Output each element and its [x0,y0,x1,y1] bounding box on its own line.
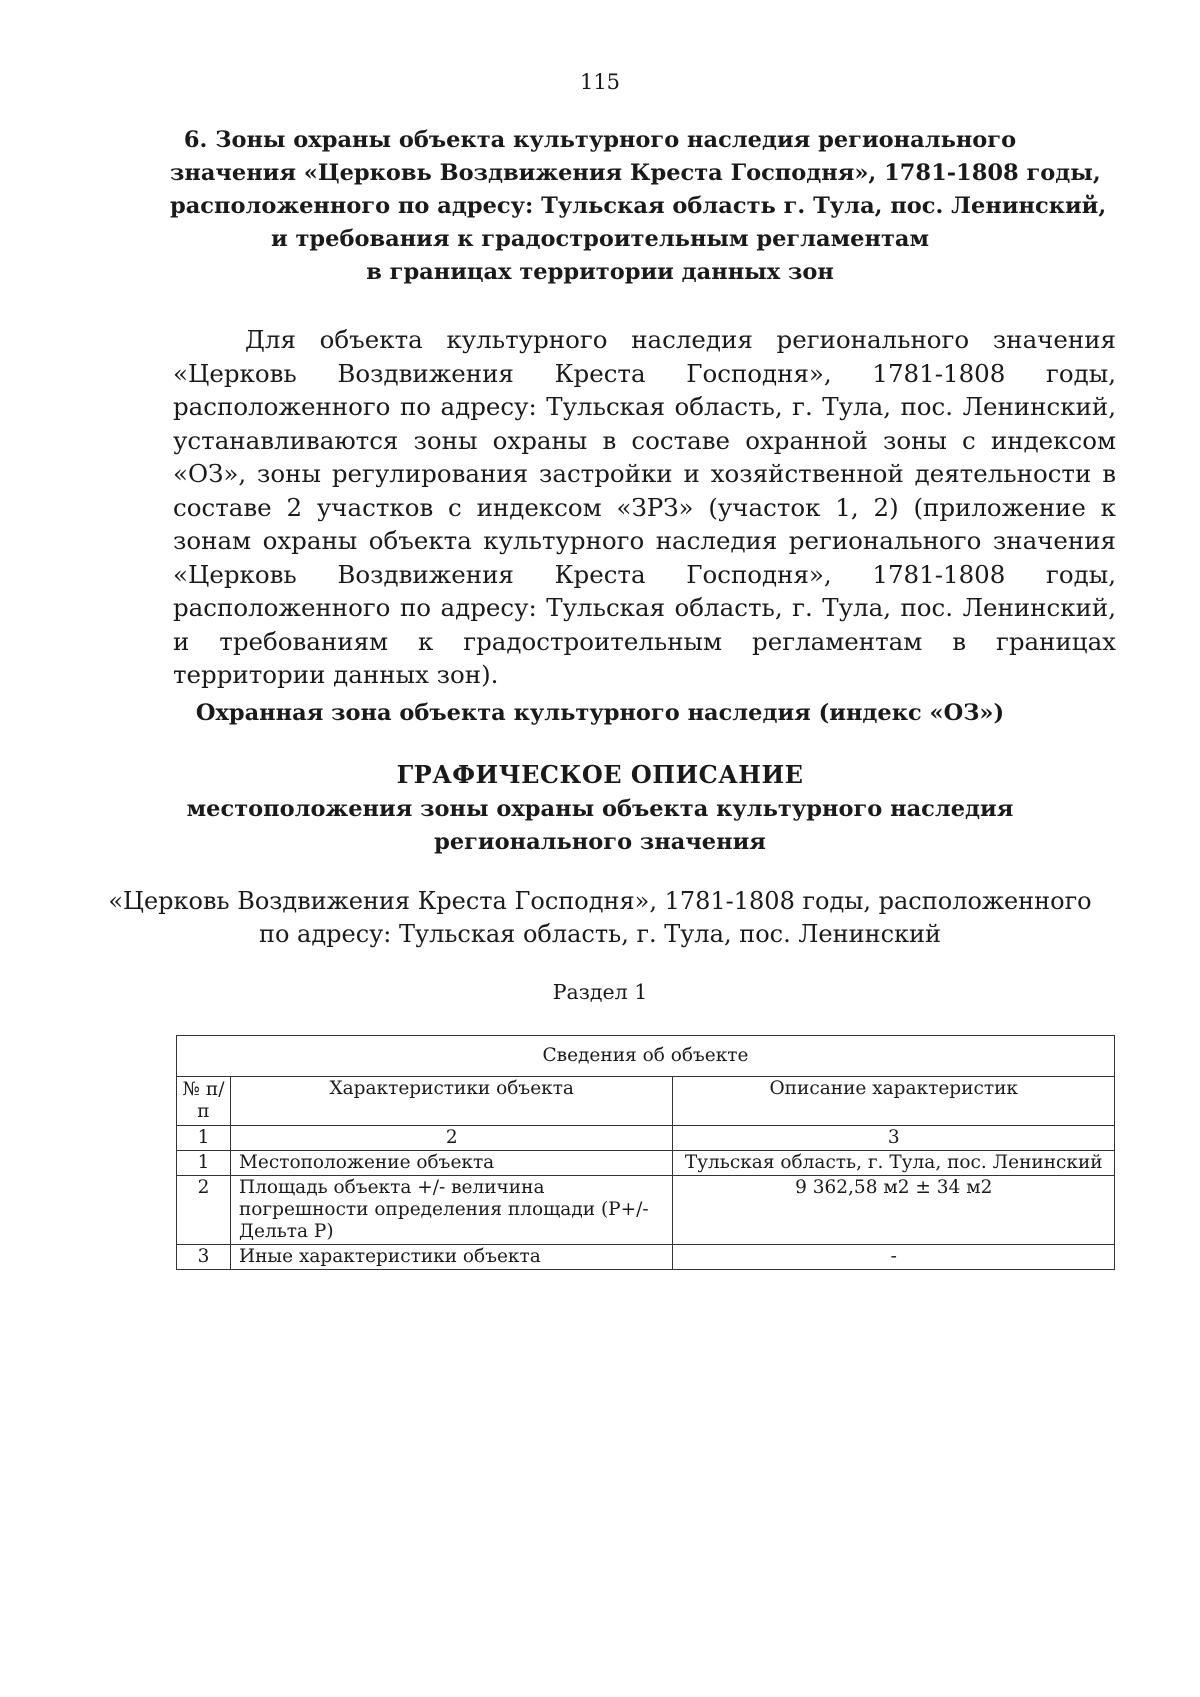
row-characteristic: Местоположение объекта [230,1151,673,1176]
table-row [177,1245,1115,1270]
table-row [177,1151,1115,1176]
row-number: 2 [177,1176,231,1245]
page-number: 115 [579,70,621,94]
section-heading-line: и требования к градостроительным регламентам [270,226,930,252]
header-cell: № п/п [177,1077,231,1126]
subtitle-line: регионального значения [434,829,766,855]
table-header-row [177,1077,1115,1126]
row-description: 9 362,58 м2 ± 34 м2 [673,1176,1115,1245]
row-number: 1 [177,1151,231,1176]
row-description: - [673,1245,1115,1270]
section-heading-line: расположенного по адресу: Тульская область г. Тула, пос. Ленинский, [170,193,1107,219]
subtitle-line: местоположения зоны охраны объекта культурного наследия [186,796,1014,822]
section-heading-line: в границах территории данных зон [366,259,834,285]
section-heading [170,124,1107,289]
intro-paragraph: Для объекта культурного наследия регионального значения «Церковь Воздвижения Креста Господня», 1781-1808 годы, расположенного по адресу: Тульская область, г. Тула, пос. Ленинский, устанавливаются зоны охраны в составе охранной зоны с индексом «ОЗ», зоны регулирования застройки и хозяйственной деятельности в составе 2 участков с индексом «ЗРЗ» (участок 1, 2) (приложение к зонам охраны объекта культурного наследия регионального значения «Церковь Воздвижения Креста Господня», 1781-1808 годы, расположенного по адресу: Тульская область, г. Тула, пос. Ленинский, и требованиям к градостроительным регламентам в границах территории данных зон). [173,325,1116,689]
row-characteristic: Иные характеристики объекта [230,1245,673,1270]
numbering-cell: 2 [230,1126,673,1151]
row-description: Тульская область, г. Тула, пос. Ленинский [673,1151,1115,1176]
header-cell: Описание характеристик [673,1077,1115,1126]
object-description-line: по адресу: Тульская область, г. Тула, пос. Ленинский [258,920,942,948]
graphic-description-subtitle [0,793,1200,859]
numbering-cell: 3 [673,1126,1115,1151]
table-numbering-row [177,1126,1115,1151]
table-caption: Сведения об объекте [177,1036,1115,1077]
object-description [0,885,1200,951]
table-row [177,1176,1115,1245]
table-caption-row [177,1036,1115,1077]
object-info-table [176,1035,1115,1270]
row-number: 3 [177,1245,231,1270]
section-heading-line: значения «Церковь Воздвижения Креста Господня», 1781-1808 годы, [170,160,1101,186]
object-description-line: «Церковь Воздвижения Креста Господня», 1781-1808 годы, расположенного [108,887,1092,915]
numbering-cell: 1 [177,1126,231,1151]
section-heading-line: 6. Зоны охраны объекта культурного наследия регионального [183,127,1017,153]
row-characteristic: Площадь объекта +/- величина погрешности определения площади (Р+/- Дельта Р) [230,1176,673,1245]
section-label: Раздел 1 [552,980,648,1004]
zone-heading: Охранная зона объекта культурного наследия (индекс «ОЗ») [195,700,1005,726]
header-cell: Характеристики объекта [230,1077,673,1126]
graphic-description-title: ГРАФИЧЕСКОЕ ОПИСАНИЕ [396,760,804,789]
